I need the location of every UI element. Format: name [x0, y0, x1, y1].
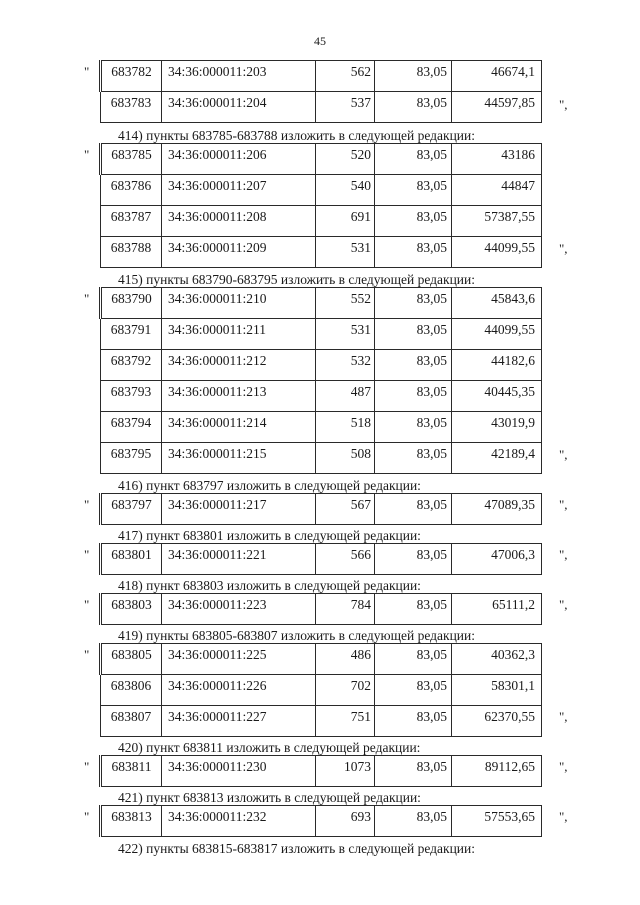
cell-sum: 57553,65: [452, 806, 542, 837]
table-row: [101, 706, 542, 737]
cell-rate: 83,05: [375, 412, 452, 443]
section-heading: 421) пункт 683813 изложить в следующей редакции:: [118, 790, 421, 805]
table-section-4: [99, 543, 542, 575]
cell-sum: 89112,65: [452, 756, 542, 787]
quote-close: ",: [559, 597, 568, 612]
cell-cadastral: 34:36:000011:209: [162, 237, 316, 268]
cell-num: 683788: [101, 237, 162, 268]
table-row: [101, 144, 542, 175]
cell-area: 518: [316, 412, 375, 443]
cell-rate: 83,05: [375, 756, 452, 787]
cell-num: 683811: [101, 756, 162, 787]
cell-area: 562: [316, 61, 375, 92]
cell-rate: 83,05: [375, 594, 452, 625]
section-heading: 420) пункт 683811 изложить в следующей редакции:: [118, 740, 421, 755]
cell-sum: 44847: [452, 175, 542, 206]
cell-rate: 83,05: [375, 92, 452, 123]
cell-rate: 83,05: [375, 494, 452, 525]
cell-sum: 45843,6: [452, 288, 542, 319]
cell-cadastral: 34:36:000011:212: [162, 350, 316, 381]
table-row: [101, 350, 542, 381]
page-number: 45: [314, 34, 326, 48]
table-row: [101, 206, 542, 237]
quote-open: ": [84, 497, 90, 512]
cell-rate: 83,05: [375, 544, 452, 575]
section-heading: 419) пункты 683805-683807 изложить в следующей редакции:: [118, 628, 475, 643]
cell-area: 566: [316, 544, 375, 575]
cell-num: 683792: [101, 350, 162, 381]
cell-num: 683791: [101, 319, 162, 350]
quote-close: ",: [559, 241, 568, 256]
quote-open: ": [84, 759, 90, 774]
table-row: [101, 319, 542, 350]
cell-cadastral: 34:36:000011:213: [162, 381, 316, 412]
table-row: [101, 288, 542, 319]
cell-rate: 83,05: [375, 675, 452, 706]
cell-sum: 47006,3: [452, 544, 542, 575]
table-row: [101, 175, 542, 206]
cell-sum: 43019,9: [452, 412, 542, 443]
cell-area: 702: [316, 675, 375, 706]
cell-area: 540: [316, 175, 375, 206]
cell-cadastral: 34:36:000011:206: [162, 144, 316, 175]
section-heading: 415) пункты 683790-683795 изложить в следующей редакции:: [118, 272, 475, 287]
quote-close: ",: [559, 97, 568, 112]
quote-open: ": [84, 647, 90, 662]
cell-area: 486: [316, 644, 375, 675]
cell-rate: 83,05: [375, 288, 452, 319]
cell-cadastral: 34:36:000011:230: [162, 756, 316, 787]
quote-close: ",: [559, 709, 568, 724]
cell-rate: 83,05: [375, 319, 452, 350]
cell-num: 683794: [101, 412, 162, 443]
section-heading: 414) пункты 683785-683788 изложить в следующей редакции:: [118, 128, 475, 143]
cell-area: 1073: [316, 756, 375, 787]
cell-area: 784: [316, 594, 375, 625]
cell-rate: 83,05: [375, 806, 452, 837]
cell-num: 683801: [101, 544, 162, 575]
cell-num: 683782: [101, 61, 162, 92]
table-row: [101, 494, 542, 525]
cell-area: 751: [316, 706, 375, 737]
cell-sum: 47089,35: [452, 494, 542, 525]
cell-num: 683807: [101, 706, 162, 737]
table-row: [101, 237, 542, 268]
cell-num: 683785: [101, 144, 162, 175]
cell-sum: 42189,4: [452, 443, 542, 474]
cell-cadastral: 34:36:000011:215: [162, 443, 316, 474]
table-row: [101, 806, 542, 837]
quote-open: ": [84, 291, 90, 306]
table-row: [101, 381, 542, 412]
quote-open: ": [84, 147, 90, 162]
cell-cadastral: 34:36:000011:227: [162, 706, 316, 737]
cell-rate: 83,05: [375, 237, 452, 268]
table-section-7: [99, 755, 542, 787]
cell-cadastral: 34:36:000011:207: [162, 175, 316, 206]
section-heading: 422) пункты 683815-683817 изложить в следующей редакции:: [118, 841, 475, 856]
cell-area: 508: [316, 443, 375, 474]
cell-sum: 62370,55: [452, 706, 542, 737]
table-row: [101, 756, 542, 787]
cell-rate: 83,05: [375, 706, 452, 737]
cell-rate: 83,05: [375, 381, 452, 412]
cell-num: 683790: [101, 288, 162, 319]
cell-sum: 40362,3: [452, 644, 542, 675]
table-row: [101, 412, 542, 443]
table-section-2: [99, 287, 542, 474]
table-row: [101, 92, 542, 123]
table-section-3: [99, 493, 542, 525]
cell-num: 683805: [101, 644, 162, 675]
cell-cadastral: 34:36:000011:217: [162, 494, 316, 525]
cell-cadastral: 34:36:000011:223: [162, 594, 316, 625]
cell-rate: 83,05: [375, 644, 452, 675]
cell-rate: 83,05: [375, 175, 452, 206]
cell-rate: 83,05: [375, 443, 452, 474]
section-heading: 416) пункт 683797 изложить в следующей редакции:: [118, 478, 421, 493]
cell-sum: 58301,1: [452, 675, 542, 706]
cell-num: 683803: [101, 594, 162, 625]
cell-num: 683813: [101, 806, 162, 837]
table-row: [101, 675, 542, 706]
cell-cadastral: 34:36:000011:226: [162, 675, 316, 706]
cell-area: 537: [316, 92, 375, 123]
cell-area: 567: [316, 494, 375, 525]
section-heading: 418) пункт 683803 изложить в следующей редакции:: [118, 578, 421, 593]
table-section-1: [99, 143, 542, 268]
table-row: [101, 644, 542, 675]
section-heading: 417) пункт 683801 изложить в следующей редакции:: [118, 528, 421, 543]
cell-area: 691: [316, 206, 375, 237]
cell-num: 683786: [101, 175, 162, 206]
cell-cadastral: 34:36:000011:203: [162, 61, 316, 92]
table-section-6: [99, 643, 542, 737]
cell-sum: 46674,1: [452, 61, 542, 92]
cell-area: 532: [316, 350, 375, 381]
quote-close: ",: [559, 447, 568, 462]
cell-sum: 44597,85: [452, 92, 542, 123]
cell-num: 683793: [101, 381, 162, 412]
cell-sum: 43186: [452, 144, 542, 175]
cell-area: 531: [316, 319, 375, 350]
table-row: [101, 443, 542, 474]
cell-cadastral: 34:36:000011:221: [162, 544, 316, 575]
cell-area: 520: [316, 144, 375, 175]
cell-num: 683795: [101, 443, 162, 474]
cell-rate: 83,05: [375, 61, 452, 92]
cell-rate: 83,05: [375, 206, 452, 237]
quote-close: ",: [559, 809, 568, 824]
cell-sum: 57387,55: [452, 206, 542, 237]
cell-cadastral: 34:36:000011:214: [162, 412, 316, 443]
cell-rate: 83,05: [375, 144, 452, 175]
cell-area: 531: [316, 237, 375, 268]
quote-close: ",: [559, 497, 568, 512]
table-section-8: [99, 805, 542, 837]
table-section-0: [99, 60, 542, 123]
cell-num: 683806: [101, 675, 162, 706]
cell-rate: 83,05: [375, 350, 452, 381]
cell-area: 693: [316, 806, 375, 837]
cell-cadastral: 34:36:000011:204: [162, 92, 316, 123]
cell-cadastral: 34:36:000011:208: [162, 206, 316, 237]
cell-cadastral: 34:36:000011:211: [162, 319, 316, 350]
table-row: [101, 61, 542, 92]
quote-close: ",: [559, 759, 568, 774]
cell-sum: 40445,35: [452, 381, 542, 412]
cell-num: 683787: [101, 206, 162, 237]
quote-close: ",: [559, 547, 568, 562]
table-row: [101, 544, 542, 575]
cell-sum: 65111,2: [452, 594, 542, 625]
quote-open: ": [84, 64, 90, 79]
table-row: [101, 594, 542, 625]
cell-area: 487: [316, 381, 375, 412]
cell-cadastral: 34:36:000011:210: [162, 288, 316, 319]
table-section-5: [99, 593, 542, 625]
cell-cadastral: 34:36:000011:225: [162, 644, 316, 675]
quote-open: ": [84, 809, 90, 824]
quote-open: ": [84, 597, 90, 612]
quote-open: ": [84, 547, 90, 562]
cell-sum: 44099,55: [452, 319, 542, 350]
cell-area: 552: [316, 288, 375, 319]
cell-sum: 44099,55: [452, 237, 542, 268]
cell-sum: 44182,6: [452, 350, 542, 381]
cell-cadastral: 34:36:000011:232: [162, 806, 316, 837]
cell-num: 683783: [101, 92, 162, 123]
cell-num: 683797: [101, 494, 162, 525]
